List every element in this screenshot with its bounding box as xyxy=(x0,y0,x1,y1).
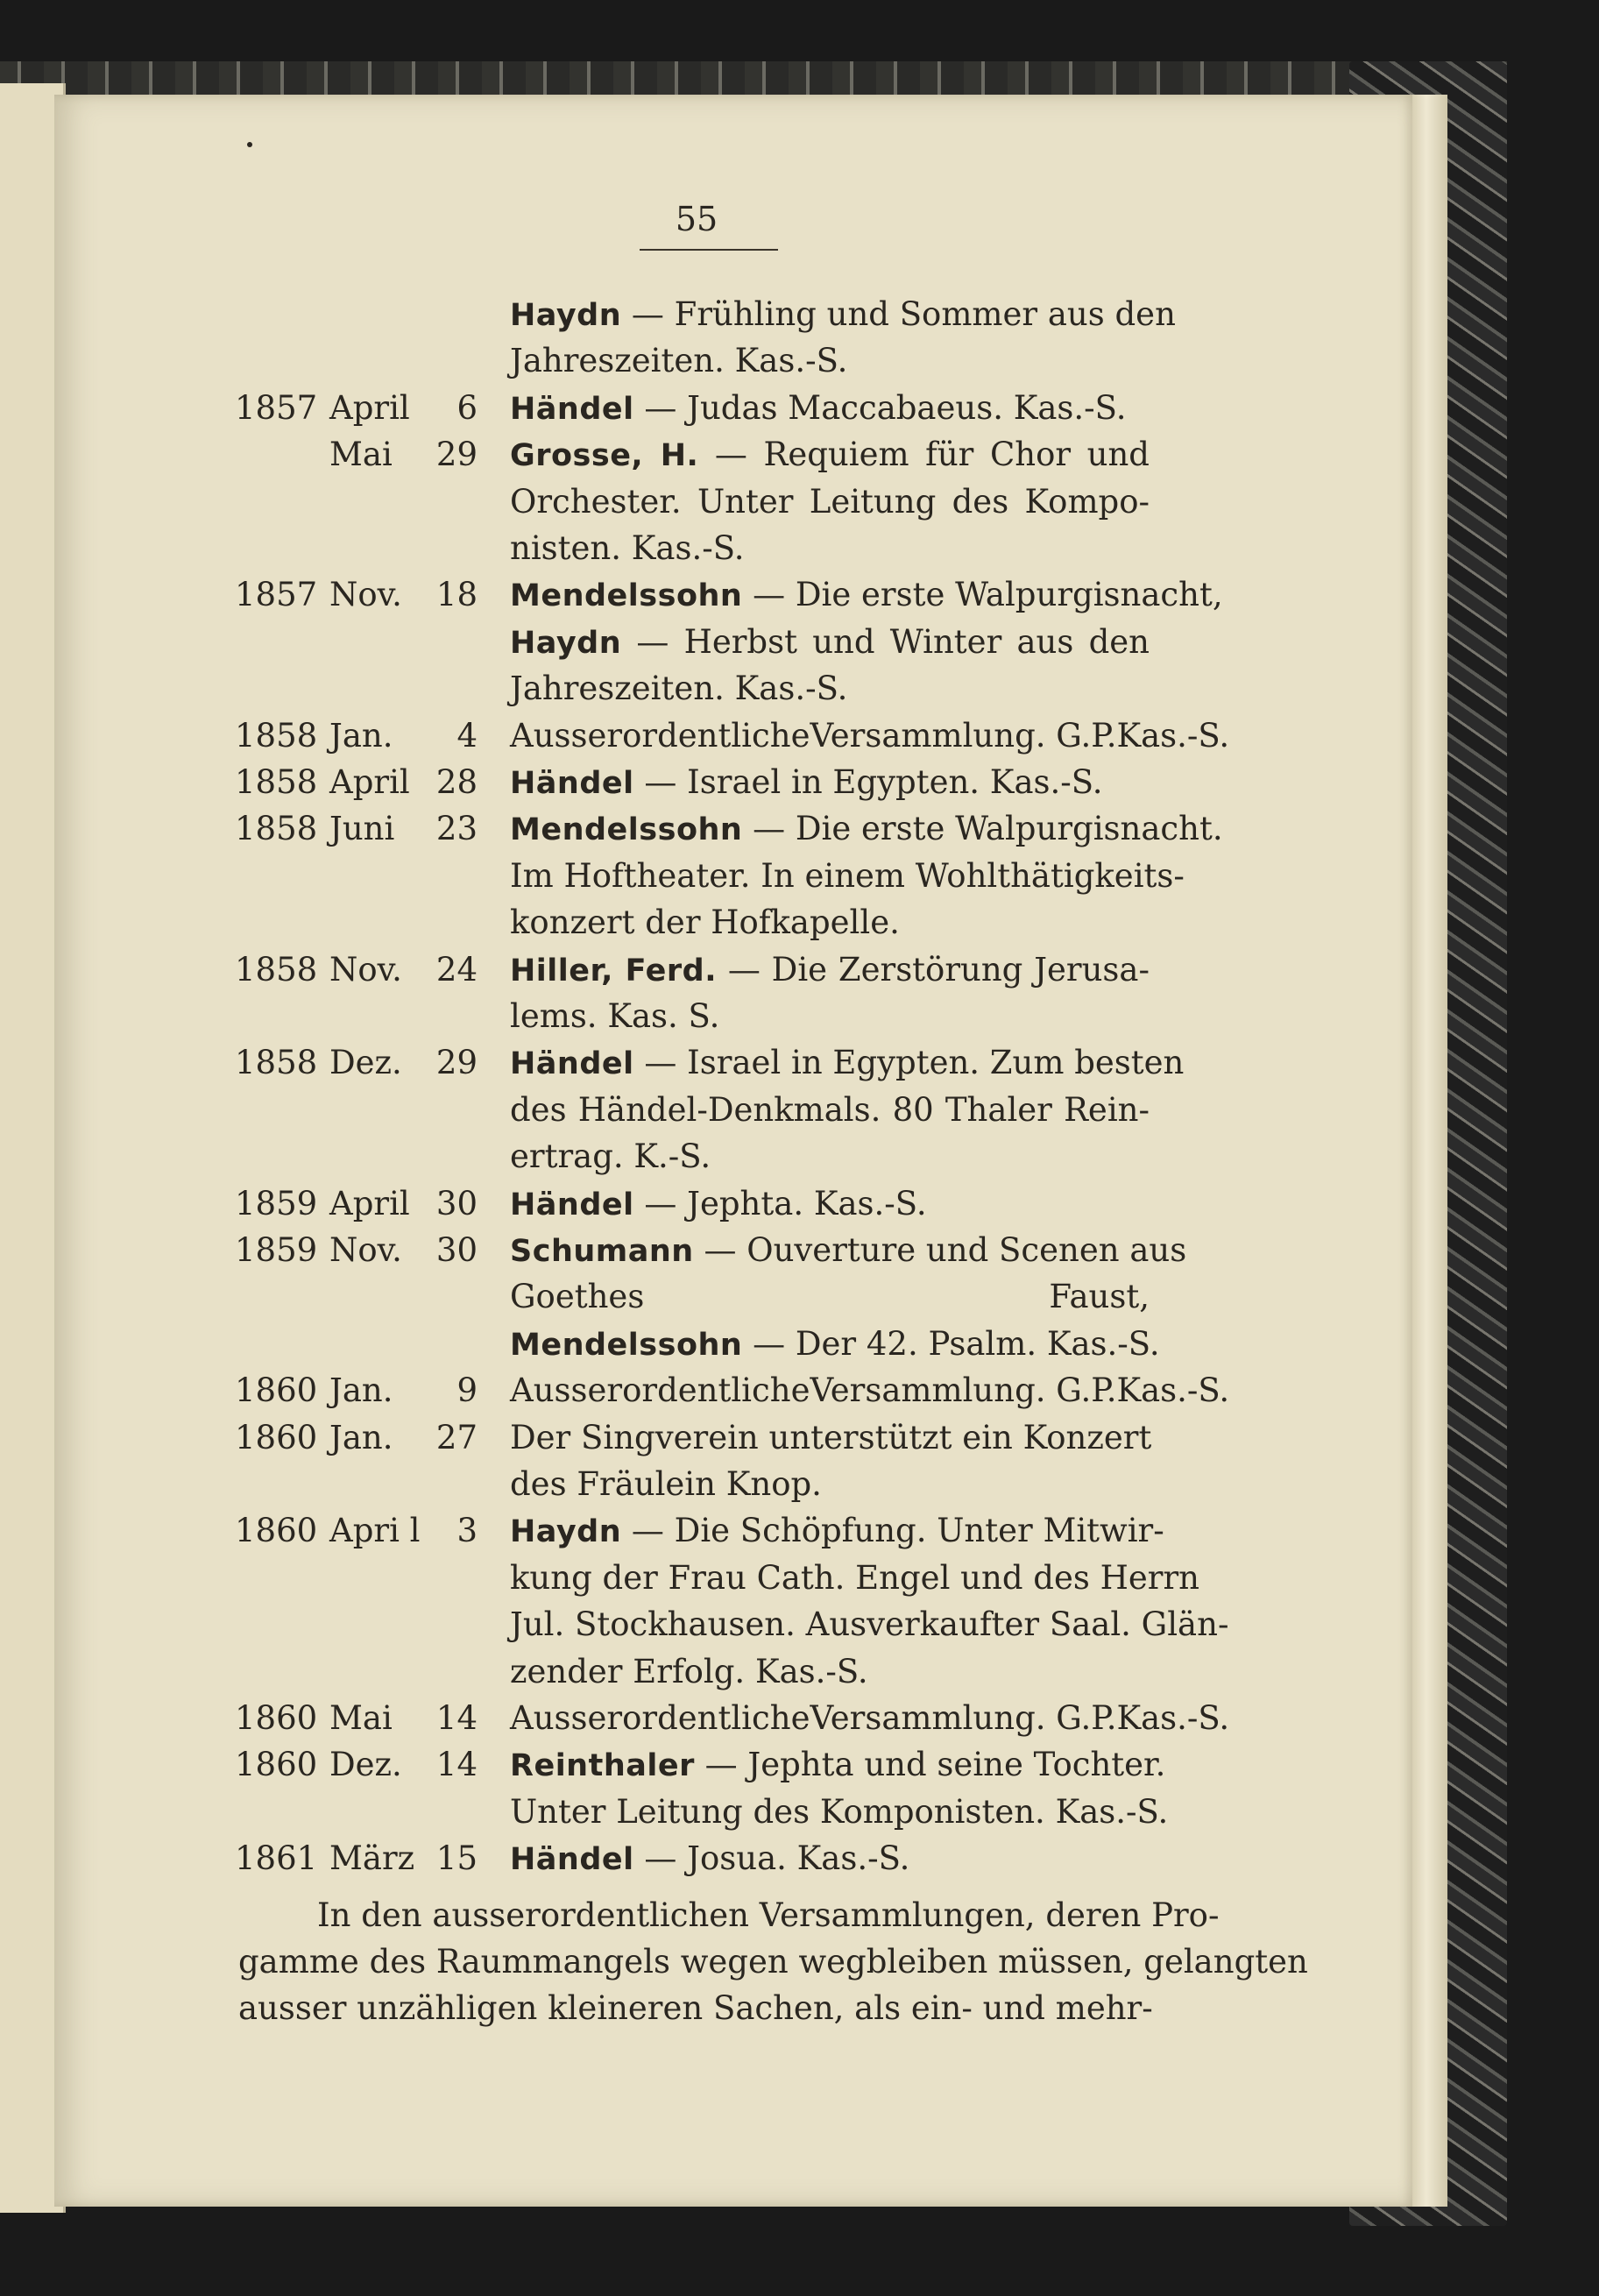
entry-text xyxy=(510,857,1185,895)
entry-text xyxy=(510,672,1150,705)
entry-text xyxy=(510,1421,1150,1454)
composer-name: Mendelssohn xyxy=(510,1328,743,1363)
entry-text xyxy=(510,763,1150,801)
entry-text xyxy=(510,1280,1150,1313)
entry-text xyxy=(510,529,1150,567)
work-description: ertrag. K.-S. xyxy=(510,1137,711,1175)
entry-day: 18 xyxy=(435,576,478,613)
composer-name: Mendelssohn xyxy=(510,812,743,847)
entry-text xyxy=(510,1091,1150,1129)
work-description: zender Erfolg. Kas.-S. xyxy=(510,1653,868,1690)
entry-text xyxy=(510,906,1150,939)
entry-day: 24 xyxy=(435,951,478,989)
work-description: Jul. Stockhausen. Ausverkaufter Saal. Glän- xyxy=(510,1605,1229,1643)
entry-month: April xyxy=(329,1185,410,1222)
entry-text xyxy=(510,344,1150,377)
entry-month: Jan. xyxy=(329,1419,393,1456)
entry-year: 1857 xyxy=(235,389,318,427)
entry-text xyxy=(510,623,1150,661)
entry-year: 1859 xyxy=(235,1231,318,1269)
entry-year: 1861 xyxy=(235,1839,318,1877)
work-description: AusserordentlicheVersammlung. G.P.Kas.-S. xyxy=(510,1371,1230,1409)
entry-month: Juni xyxy=(329,810,395,847)
entry-text xyxy=(510,1512,1164,1549)
work-description: — Requiem für Chor und xyxy=(698,436,1150,473)
entry-text xyxy=(510,438,1150,471)
work-description: Orchester. Unter Leitung des Kompo- xyxy=(510,483,1150,521)
entry-month: Dez. xyxy=(329,1746,402,1783)
page-number: 55 xyxy=(675,200,718,238)
paragraph-line: ausser unzähligen kleineren Sachen, als ein- und mehr- xyxy=(238,1989,1153,2027)
entry-year: 1858 xyxy=(235,951,318,989)
entry-text xyxy=(510,953,1150,987)
entry-month: Dez. xyxy=(329,1044,402,1081)
entry-year: 1858 xyxy=(235,1044,318,1081)
page-number-rule xyxy=(640,249,778,251)
entry-text xyxy=(510,997,1150,1035)
entry-year: 1857 xyxy=(235,576,318,613)
entry-year: 1859 xyxy=(235,1185,318,1222)
entry-day: 4 xyxy=(456,717,478,755)
composer-name: Händel xyxy=(510,1187,634,1222)
entry-month: Jan. xyxy=(329,1371,393,1409)
entry-month: März xyxy=(329,1839,415,1877)
entry-day: 30 xyxy=(435,1185,478,1222)
composer-name: Grosse, H. xyxy=(510,438,699,473)
entry-text xyxy=(510,1559,1199,1597)
entry-text xyxy=(510,1699,1230,1737)
entry-text xyxy=(510,1137,1150,1175)
entry-day: 15 xyxy=(435,1839,478,1877)
work-description: — Judas Maccabaeus. Kas.-S. xyxy=(633,389,1127,427)
work-description: — Jephta und seine Tochter. xyxy=(694,1746,1166,1783)
work-description: lems. Kas. S. xyxy=(510,997,720,1035)
entry-month: Nov. xyxy=(329,951,402,989)
entry-text xyxy=(510,1605,1229,1643)
entry-text xyxy=(510,1231,1187,1269)
composer-name: Händel xyxy=(510,766,634,801)
composer-name: Schumann xyxy=(510,1234,694,1269)
entry-text xyxy=(510,1465,1150,1503)
entry-day: 14 xyxy=(435,1746,478,1783)
work-description: — Josua. Kas.-S. xyxy=(633,1839,910,1877)
entry-day: 23 xyxy=(435,810,478,847)
work-description: — Frühling und Sommer aus den xyxy=(621,295,1176,333)
entry-month: Jan. xyxy=(329,717,393,755)
work-description: — Die Zerstörung Jerusa- xyxy=(717,951,1150,989)
entry-day: 27 xyxy=(435,1419,478,1456)
entry-month: Nov. xyxy=(329,1231,402,1269)
work-description: AusserordentlicheVersammlung. G.P.Kas.-S. xyxy=(510,717,1230,755)
entry-year: 1858 xyxy=(235,810,318,847)
work-description: Im Hoftheater. In einem Wohlthätigkeits- xyxy=(510,857,1185,895)
work-description: AusserordentlicheVersammlung. G.P.Kas.-S. xyxy=(510,1699,1230,1737)
entry-text xyxy=(510,1655,1150,1688)
entry-month: Mai xyxy=(329,1699,393,1737)
work-description: — Israel in Egypten. Zum besten xyxy=(633,1044,1185,1081)
entry-text xyxy=(510,1044,1185,1081)
entry-month: Mai xyxy=(329,436,393,473)
entry-day: 9 xyxy=(456,1371,478,1409)
work-description: — Der 42. Psalm. Kas.-S. xyxy=(742,1325,1160,1363)
ink-speck xyxy=(247,142,252,147)
composer-name: Haydn xyxy=(510,298,622,333)
entry-year: 1860 xyxy=(235,1699,318,1737)
work-description: nisten. Kas.-S. xyxy=(510,529,745,567)
work-description: — Die erste Walpurgisnacht. xyxy=(742,810,1223,847)
work-description: Goethes Faust, xyxy=(510,1278,1150,1315)
entry-text xyxy=(510,295,1176,333)
composer-name: Händel xyxy=(510,1842,634,1877)
work-description: — Die erste Walpurgisnacht, xyxy=(742,576,1223,613)
composer-name: Haydn xyxy=(510,626,622,661)
paragraph-line: In den ausserordentlichen Versammlungen, deren Pro- xyxy=(317,1896,1220,1934)
entry-month: Nov. xyxy=(329,576,402,613)
entry-year: 1860 xyxy=(235,1371,318,1409)
entry-text xyxy=(510,1793,1169,1831)
work-description: — Israel in Egypten. Kas.-S. xyxy=(633,763,1103,801)
work-description: — Herbst und Winter aus den xyxy=(621,623,1150,661)
composer-name: Reinthaler xyxy=(510,1748,695,1783)
entry-text xyxy=(510,576,1223,613)
work-description: Der Singverein unterstützt ein Konzert xyxy=(510,1419,1152,1456)
entry-text xyxy=(510,1839,1150,1877)
entry-day: 6 xyxy=(456,389,478,427)
entry-text xyxy=(510,1325,1160,1363)
entry-day: 3 xyxy=(456,1512,478,1549)
composer-name: Händel xyxy=(510,1046,634,1081)
entry-text xyxy=(510,810,1223,847)
entry-text xyxy=(510,1371,1230,1409)
work-description: — Die Schöpfung. Unter Mitwir- xyxy=(621,1512,1164,1549)
entry-year: 1860 xyxy=(235,1746,318,1783)
work-description: des Fräulein Knop. xyxy=(510,1465,822,1503)
entry-year: 1858 xyxy=(235,763,318,801)
entry-text xyxy=(510,389,1150,427)
work-description: Jahreszeiten. Kas.-S. xyxy=(510,342,848,379)
entry-text xyxy=(510,483,1150,521)
work-description: Jahreszeiten. Kas.-S. xyxy=(510,670,848,707)
work-description: des Händel-Denkmals. 80 Thaler Rein- xyxy=(510,1091,1150,1129)
entry-text xyxy=(510,1187,1150,1221)
paragraph-line: gamme des Raummangels wegen wegbleiben müssen, gelangten xyxy=(238,1943,1308,1981)
work-description: konzert der Hofkapelle. xyxy=(510,904,900,941)
composer-name: Haydn xyxy=(510,1514,622,1549)
entry-day: 30 xyxy=(435,1231,478,1269)
entry-month: April xyxy=(329,389,410,427)
entry-year: 1858 xyxy=(235,717,318,755)
entry-month: Apri l xyxy=(329,1512,421,1549)
work-description: Unter Leitung des Komponisten. Kas.-S. xyxy=(510,1793,1169,1831)
entry-day: 29 xyxy=(435,436,478,473)
work-description: — Jephta. Kas.-S. xyxy=(633,1185,927,1222)
composer-name: Händel xyxy=(510,392,634,427)
composer-name: Mendelssohn xyxy=(510,578,743,613)
entry-text xyxy=(510,717,1230,755)
entry-day: 29 xyxy=(435,1044,478,1081)
entry-day: 14 xyxy=(435,1699,478,1737)
work-description: — Ouverture und Scenen aus xyxy=(693,1231,1187,1269)
work-description: kung der Frau Cath. Engel und des Herrn xyxy=(510,1559,1199,1597)
entry-text xyxy=(510,1746,1166,1783)
entry-year: 1860 xyxy=(235,1419,318,1456)
entry-year: 1860 xyxy=(235,1512,318,1549)
entry-month: April xyxy=(329,763,410,801)
entry-day: 28 xyxy=(435,763,478,801)
composer-name: Hiller, Ferd. xyxy=(510,953,718,989)
